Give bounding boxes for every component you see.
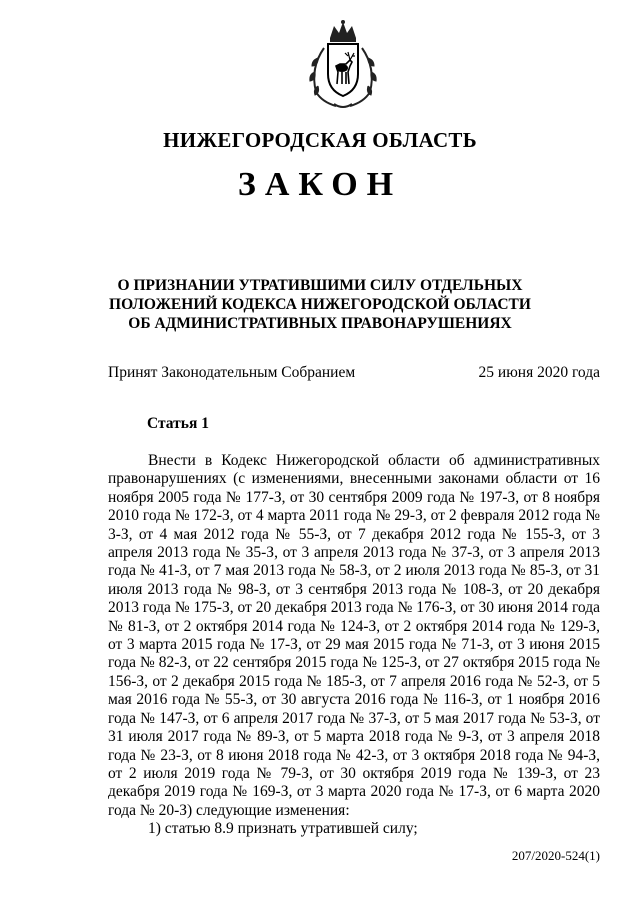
law-title <box>100 276 540 333</box>
coat-of-arms-icon <box>306 18 380 110</box>
document-type: ЗАКОН <box>237 166 403 203</box>
article-body <box>108 452 600 839</box>
law-title-line: О ПРИЗНАНИИ УТРАТИВШИМИ СИЛУ ОТДЕЛЬНЫХ <box>117 277 523 294</box>
adoption-line <box>108 364 600 382</box>
region-name: НИЖЕГОРОДСКАЯ ОБЛАСТЬ <box>163 128 477 152</box>
article-paragraph: Внести в Кодекс Нижегородской области об административных правонарушениях (с изменениями, внесенными законами области от 16 ноября 2005 года № 177-З, от 30 сентября 2009 года № 197-З, от 8 ноября 2010 года № 172-З, от 4 марта 2011 года № 29-З, от 2 февраля 2012 года № 3-З, от 4 мая 2012 года № 55-З, от 7 декабря 2012 года № 155-З, от 3 апреля 2013 года № 35-З, от 3 апреля 2013 года № 37-З, от 3 апреля 2013 года № 41-З, от 7 мая 2013 года № 58-З, от 2 июля 2013 года № 85-З, от 31 июля 2013 года № 98-З, от 3 сентября 2013 года № 108-З, от 20 декабря 2013 года № 175-З, от 20 декабря 2013 года № 176-З, от 30 июня 2014 года № 81-З, от 2 октября 2014 года № 124-З, от 2 октября 2014 года № 129-З, от 3 марта 2015 года № 17-З, от 29 мая 2015 года № 71-З, от 3 июня 2015 года № 82-З, от 22 сентября 2015 года № 125-З, от 27 октября 2015 года № 156-З, от 2 декабря 2015 года № 185-З, от 7 апреля 2016 года № 52-З, от 5 мая 2016 года № 55-З, от 30 августа 2016 года № 116-З, от 1 ноября 2016 года № 147-З, от 6 апреля 2017 года № 37-З, от 5 мая 2017 года № 53-З, от 31 июля 2017 года № 89-З, от 5 марта 2018 года № 9-З, от 3 апреля 2018 года № 23-З, от 8 июня 2018 года № 42-З, от 3 октября 2018 года № 94-З, от 2 июля 2019 года № 79-З, от 30 октября 2019 года № 139-З, от 23 декабря 2019 года № 169-З, от 3 марта 2020 года № 17-З, от 6 марта 2020 года № 20-З) следующие изменения: <box>108 452 600 819</box>
law-title-line: ОБ АДМИНИСТРАТИВНЫХ ПРАВОНАРУШЕНИЯХ <box>128 315 512 332</box>
article-item: 1) статью 8.9 признать утратившей силу; <box>148 820 418 838</box>
adopted-by: Принят Законодательным Собранием <box>108 364 356 381</box>
document-code: 207/2020-524(1) <box>511 848 600 863</box>
adoption-date: 25 июня 2020 года <box>478 364 600 381</box>
law-title-line: ПОЛОЖЕНИЙ КОДЕКСА НИЖЕГОРОДСКОЙ ОБЛАСТИ <box>109 296 531 313</box>
article-heading: Статья 1 <box>147 415 209 432</box>
